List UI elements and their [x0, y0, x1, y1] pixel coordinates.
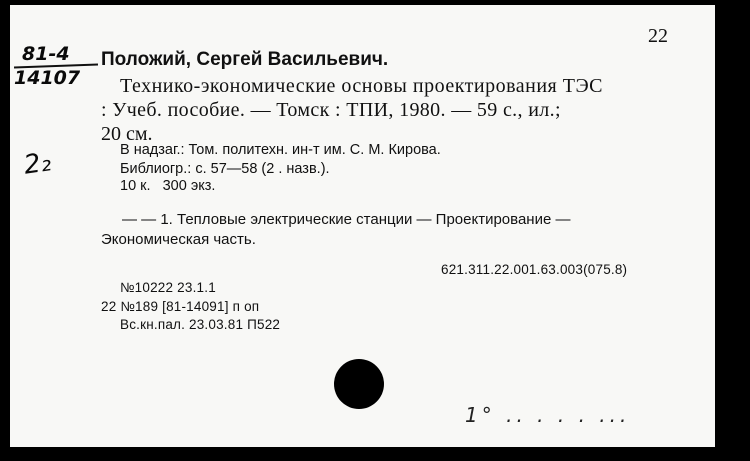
- subject-line-1: — — 1. Тепловые электрические станции — Проектирование —: [122, 211, 571, 228]
- margin-mark: 2₂: [22, 147, 53, 181]
- shelf-mark-top: 81-4: [22, 43, 70, 65]
- note-line-3: 10 к. 300 экз.: [120, 178, 216, 194]
- note-line-1: В надзаг.: Том. политехн. ин-т им. С. М. Кирова.: [120, 142, 441, 158]
- punch-hole: [334, 359, 384, 409]
- catalog-card: [10, 5, 715, 447]
- registry-line-2: 22 №189 [81-14091] п оп: [101, 299, 260, 314]
- bottom-scrawl: 1° .. . . . ...: [465, 403, 631, 427]
- udc-number: 621.311.22.001.63.003(075.8): [441, 262, 628, 277]
- title-line-3: 20 см.: [101, 123, 153, 145]
- registry-line-1: №10222 23.1.1: [120, 280, 216, 295]
- subject-line-2: Экономическая часть.: [101, 231, 256, 248]
- author-heading: Положий, Сергей Васильевич.: [101, 49, 389, 70]
- shelf-mark-bottom: 14107: [14, 67, 81, 89]
- note-line-2: Библиогр.: с. 57—58 (2 . назв.).: [120, 161, 330, 177]
- title-line-1: Технико-экономические основы проектирования ТЭС: [120, 75, 604, 97]
- page-number: 22: [648, 25, 668, 47]
- registry-line-3: Вс.кн.пал. 23.03.81 П522: [120, 317, 281, 332]
- title-line-2: : Учеб. пособие. — Томск : ТПИ, 1980. — 59 с., ил.;: [101, 99, 561, 121]
